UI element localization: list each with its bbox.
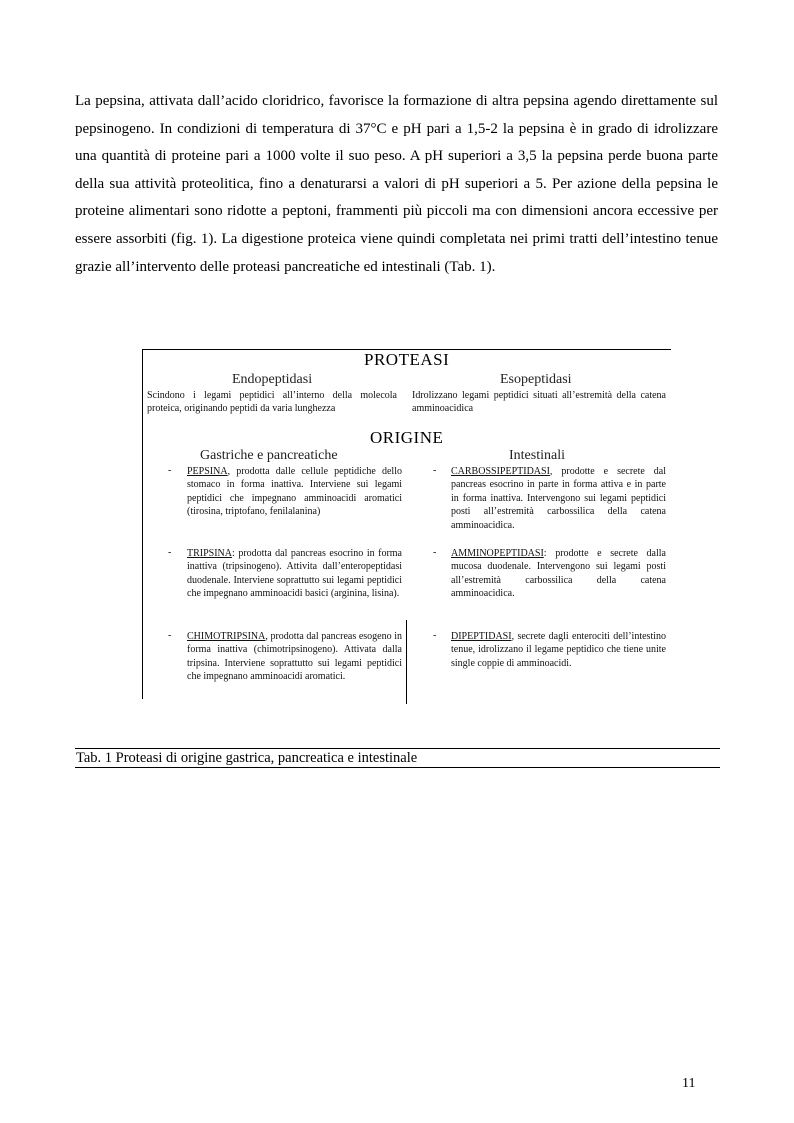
bullet-dash: - (168, 465, 172, 476)
caption-bottom-rule (75, 767, 720, 768)
origin-right-head: Intestinali (509, 448, 565, 463)
enzyme-name: AMMINOPEPTIDASI (451, 548, 544, 559)
enzyme-name: CARBOSSIPEPTIDASI (451, 466, 550, 477)
bullet-dash: - (433, 465, 437, 476)
enzyme-name: DIPEPTIDASI (451, 631, 512, 642)
table-middle-rule (406, 620, 407, 704)
list-item-pepsina: PEPSINA, prodotta dalle cellule peptidiche dello stomaco in forma inattiva. Interviene sui legami peptidici che impegnano amminoacidi aromatici (tirosina, triptofano, fenilalanina) (187, 466, 402, 518)
bullet-dash: - (168, 630, 172, 641)
enzyme-name: PEPSINA (187, 466, 228, 477)
col-head-eso: Esopeptidasi (500, 372, 572, 387)
body-paragraph: La pepsina, attivata dall’acido cloridrico, favorisce la formazione di altra pepsina agendo direttamente sul pepsinogeno. In condizioni di temperatura di 37°C e pH pari a 1,5-2 la pepsina è in grado di idrolizzare una quantità di proteine pari a 1000 volte il suo peso. A pH superiori a 3,5 la pepsina perde buona parte della sua attività proteolitica, fino a denaturarsi a valori di pH superiori a 5. Per azione della pepsina le proteine alimentari sono ridotte a peptoni, frammenti più piccoli ma con dimensioni ancora eccessive per essere assorbiti (fig. 1). La digestione proteica viene quindi completata nei primi tratti dell’intestino tenue grazie all’intervento delle proteasi pancreatiche ed intestinali (Tab. 1). (75, 93, 718, 275)
col-desc-endo: Scindono i legami peptidici all’interno della molecola proteica, originando peptidi da varia lunghezza (147, 390, 397, 415)
table-title: PROTEASI (364, 350, 450, 369)
col-head-endo: Endopeptidasi (232, 372, 313, 387)
enzyme-name: TRIPSINA (187, 548, 233, 559)
bullet-dash: - (433, 630, 437, 641)
list-item-dipeptidasi: DIPEPTIDASI, secrete dagli enterociti dell’intestino tenue, idrolizzano il legame peptidico che tiene unite single coppie di amminoacidi. (451, 631, 666, 669)
table-caption: Tab. 1 Proteasi di origine gastrica, pancreatica e intestinale (76, 750, 418, 766)
list-item-chimotripsina: CHIMOTRIPSINA, prodotta dal pancreas esogeno in forma inattiva (chimotripsinogeno). Attivata dalla tripsina. Interviene soprattutto sui legami peptidici che impegnano amminoacidi aromatici. (187, 631, 402, 683)
col-desc-eso: Idrolizzano legami peptidici situati all’estremità della catena amminoacidica (412, 390, 666, 415)
list-item-amminopeptidasi: AMMINOPEPTIDASI: prodotte e secrete dalla mucosa duodenale. Intervengono sui legami posti all’estremità carbossilica della catena amminoacidica. (451, 548, 666, 600)
origin-left-head: Gastriche e pancreatiche (200, 448, 338, 463)
page-number: 11 (682, 1076, 696, 1091)
origin-title: ORIGINE (370, 428, 444, 447)
bullet-dash: - (168, 547, 172, 558)
caption-top-rule (75, 748, 720, 749)
enzyme-name: CHIMOTRIPSINA (187, 631, 266, 642)
table-left-rule (142, 349, 143, 699)
list-item-carbossipeptidasi: CARBOSSIPEPTIDASI, prodotte e secrete dal pancreas esocrino in parte in forma attiva e in parte in forma inattiva. Intervengono sui legami peptidici posti all’estremità carbossilica della catena amminoacidica. (451, 466, 666, 531)
list-item-tripsina: TRIPSINA: prodotta dal pancreas esocrino in forma inattiva (tripsinogeno). Attivita dall’enteropeptidasi duodenale. Interviene soprattutto sui legami peptidici che impegnano amminoacidi basici (arginina, lisina). (187, 548, 402, 600)
bullet-dash: - (433, 547, 437, 558)
